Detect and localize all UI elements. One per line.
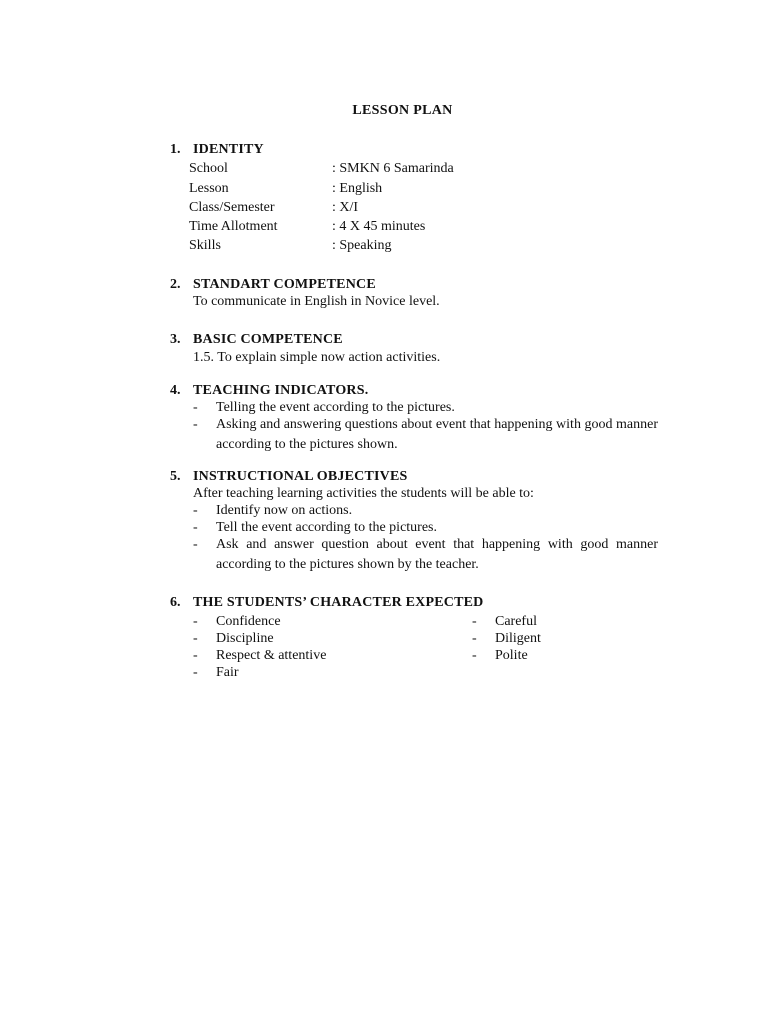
bullet-dash: - [472, 614, 477, 629]
bullet-dash: - [472, 648, 477, 663]
identity-value: : X/I [332, 200, 359, 215]
identity-value: : 4 X 45 minutes [332, 219, 426, 234]
section-number: 5. [170, 469, 181, 484]
section-text: 1.5. To explain simple now action activities. [193, 350, 441, 365]
identity-label: Lesson [189, 181, 229, 196]
list-item: Fair [216, 665, 239, 680]
section-number: 3. [170, 332, 181, 347]
list-item: Respect & attentive [216, 648, 327, 663]
identity-label: Class/Semester [189, 200, 275, 215]
document-title: LESSON PLAN [352, 103, 453, 118]
bullet-dash: - [193, 400, 198, 415]
section-heading-teaching-indicators: TEACHING INDICATORS. [193, 383, 369, 398]
identity-value: : English [332, 181, 383, 196]
bullet-dash: - [193, 614, 198, 629]
section-heading-identity: IDENTITY [193, 142, 264, 157]
list-item: Discipline [216, 631, 274, 646]
bullet-dash: - [472, 631, 477, 646]
section-heading-basic-competence: BASIC COMPETENCE [193, 332, 343, 347]
list-item: Identify now on actions. [216, 503, 353, 518]
list-item: Confidence [216, 614, 281, 629]
section-heading-instructional-objectives: INSTRUCTIONAL OBJECTIVES [193, 469, 408, 484]
section-number: 4. [170, 383, 181, 398]
list-item: Tell the event according to the pictures. [216, 520, 437, 535]
bullet-dash: - [193, 537, 198, 552]
bullet-dash: - [193, 631, 198, 646]
section-number: 6. [170, 595, 181, 610]
section-heading-character-expected: THE STUDENTS’ CHARACTER EXPECTED [193, 595, 484, 610]
bullet-dash: - [193, 417, 198, 432]
bullet-dash: - [193, 648, 198, 663]
identity-value: : SMKN 6 Samarinda [332, 161, 454, 176]
identity-label: School [189, 161, 228, 176]
list-item: Polite [495, 648, 528, 663]
section-intro: After teaching learning activities the students will be able to: [193, 486, 534, 501]
bullet-dash: - [193, 503, 198, 518]
list-item: Diligent [495, 631, 541, 646]
section-number: 2. [170, 277, 181, 292]
identity-label: Skills [189, 238, 221, 253]
section-number: 1. [170, 142, 181, 157]
list-item: Ask and answer question about event that happening with good manner according to the pictures shown by the teacher. [216, 537, 658, 572]
section-heading-standart-competence: STANDART COMPETENCE [193, 277, 376, 292]
list-item: Telling the event according to the pictures. [216, 400, 455, 415]
section-text: To communicate in English in Novice level. [193, 294, 440, 309]
bullet-dash: - [193, 665, 198, 680]
list-item: Asking and answering questions about event that happening with good manner according to the pictures shown. [216, 417, 658, 452]
identity-label: Time Allotment [189, 219, 278, 234]
identity-value: : Speaking [332, 238, 392, 253]
list-item: Careful [495, 614, 537, 629]
bullet-dash: - [193, 520, 198, 535]
